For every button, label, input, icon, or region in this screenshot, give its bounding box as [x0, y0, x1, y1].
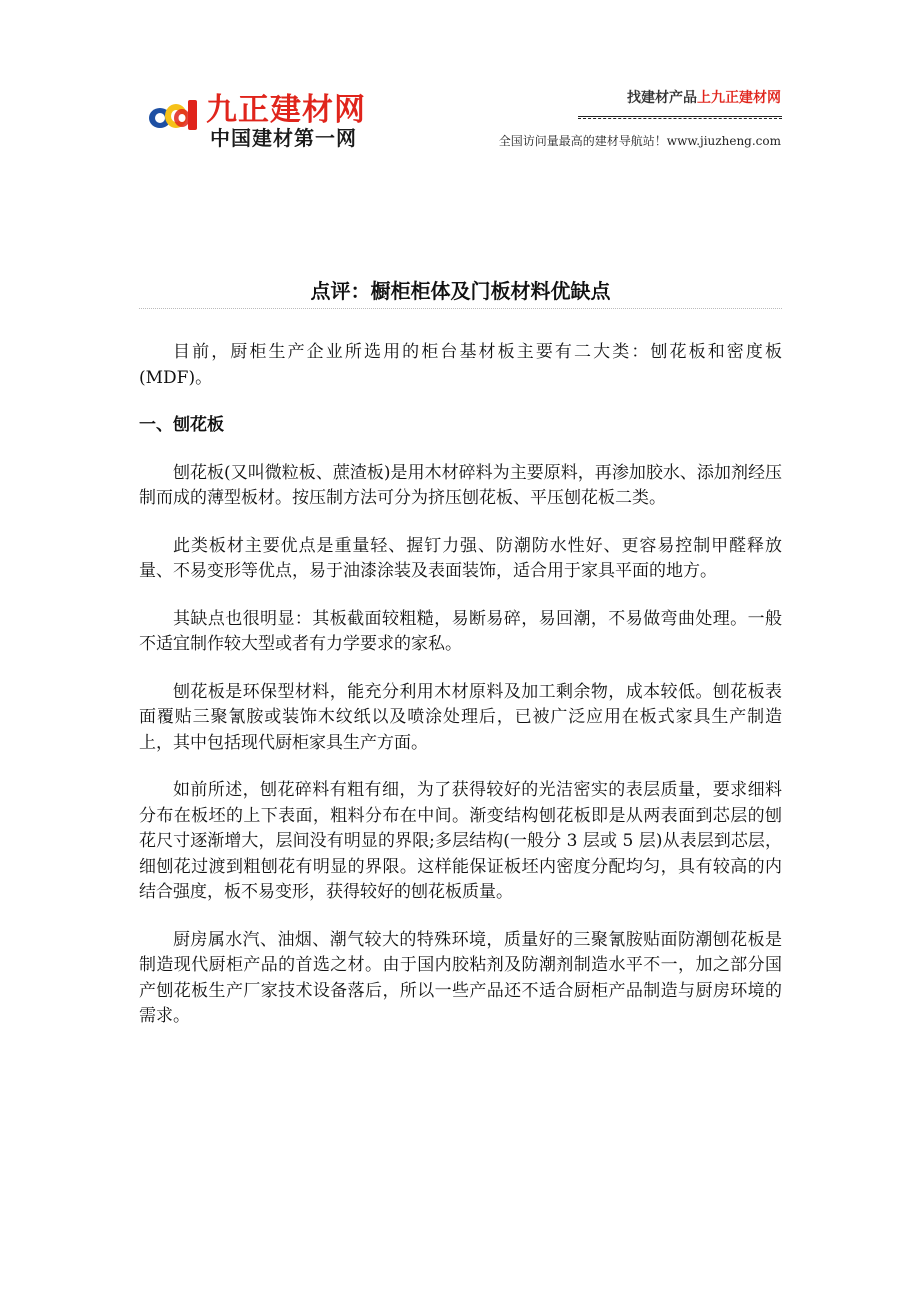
site-logo[interactable]	[146, 84, 376, 154]
section-heading: 一、刨花板	[139, 415, 224, 435]
article-body	[139, 340, 782, 1052]
tagline-prefix: 找建材产品	[627, 90, 697, 106]
body-paragraph: 如前所述，刨花碎料有粗有细，为了获得较好的光洁密实的表层质量，要求细料分布在板坯的上下表面，粗料分布在中间。渐变结构刨花板即是从两表面到芯层的刨花尺寸逐渐增大，层间没有明显的界限;多层结构(一般分 3 层或 5 层)从表层到芯层，细刨花过渡到粗刨花有明显的界限。这样能保证板坯内密度分配均匀，具有较高的内结合强度，板不易变形，获得较好的刨花板质量。	[139, 780, 782, 902]
logo-mark-icon	[146, 94, 204, 134]
body-paragraph: 厨房属水汽、油烟、潮气较大的特殊环境，质量好的三聚氰胺贴面防潮刨花板是制造现代厨柜产品的首选之材。由于国内胶粘剂及防潮剂制造水平不一，加之部分国产刨花板生产厂家技术设备落后，所以一些产品还不适合厨柜产品制造与厨房环境的需求。	[139, 929, 782, 1026]
tagline-highlight: 上九正建材网	[697, 90, 781, 106]
body-paragraph: 刨花板是环保型材料，能充分利用木材原料及加工剩余物，成本较低。刨花板表面覆贴三聚氰胺或装饰木纹纸以及喷涂处理后，已被广泛应用在板式家具生产制造上，其中包括现代厨柜家具生产方面。	[139, 681, 782, 753]
intro-paragraph: 目前，厨柜生产企业所选用的柜台基材板主要有二大类：刨花板和密度板(MDF)。	[139, 342, 782, 388]
logo-subtitle: 中国建材第一网	[210, 126, 357, 150]
body-paragraph: 刨花板(又叫微粒板、蔗渣板)是用木材碎料为主要原料，再渗加胶水、添加剂经压制而成的薄型板材。按压制方法可分为挤压刨花板、平压刨花板二类。	[139, 462, 782, 508]
tagline-underline-dashed	[578, 118, 782, 119]
logo-title: 九正建材网	[206, 92, 366, 128]
tagline-underline	[578, 116, 782, 117]
title-divider	[139, 308, 782, 309]
page-header	[0, 0, 920, 160]
article-title: 点评：橱柜柜体及门板材料优缺点	[310, 279, 611, 304]
header-tagline[interactable]	[627, 87, 781, 107]
body-paragraph: 此类板材主要优点是重量轻、握钉力强、防潮防水性好、更容易控制甲醛释放量、不易变形等优点，易于油漆涂装及表面装饰，适合用于家具平面的地方。	[139, 535, 782, 581]
body-paragraph: 其缺点也很明显：其板截面较粗糙，易断易碎，易回潮，不易做弯曲处理。一般不适宜制作较大型或者有力学要求的家私。	[139, 608, 782, 654]
header-slogan: 全国访问量最高的建材导航站！www.jiuzheng.com	[498, 134, 781, 148]
